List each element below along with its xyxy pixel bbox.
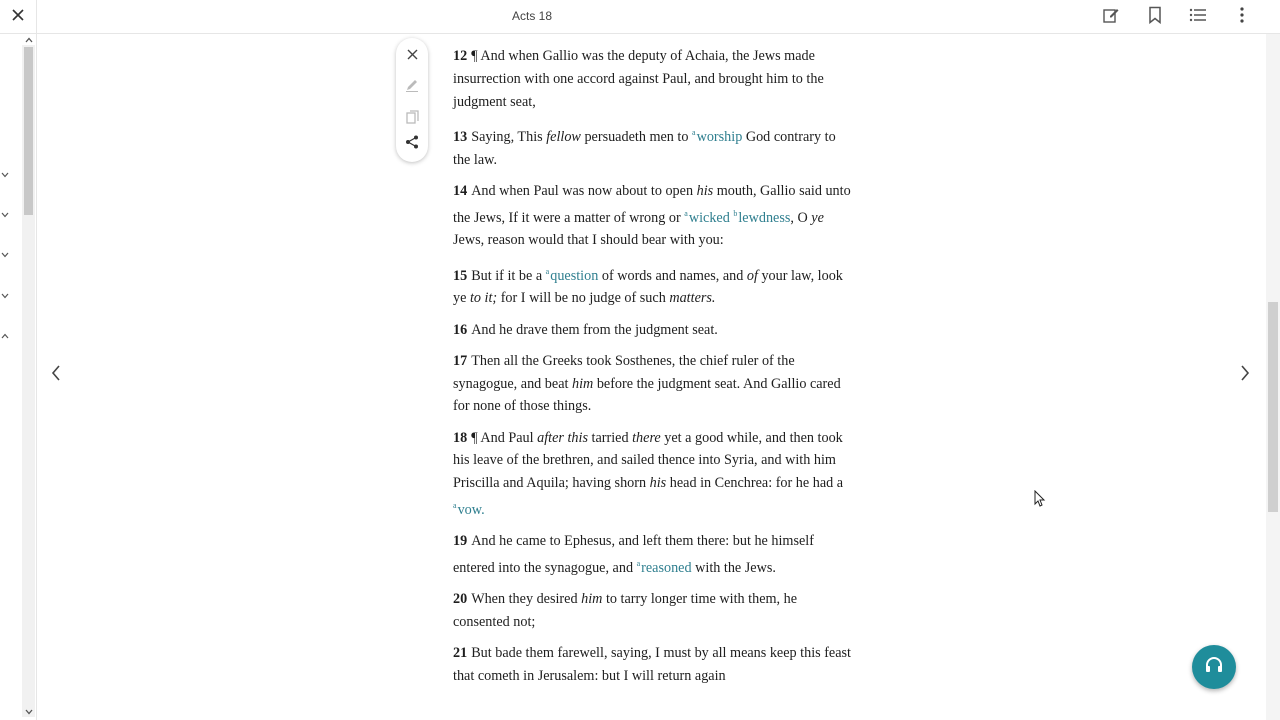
verse-text: . (481, 501, 485, 518)
footnote-word: reasoned (641, 559, 692, 576)
verse-text: persuadeth men to (580, 129, 693, 145)
verse-text: ¶ And when Gallio was the deputy of Achaia, the Jews made insurrection with one accord against Paul, and brought him to the judgment seat, (453, 48, 824, 110)
verse-number: 20 (453, 591, 468, 608)
verse-20[interactable] (453, 588, 853, 633)
verse-15[interactable] (453, 261, 853, 310)
verse-text: your law, look ye (453, 267, 843, 307)
verse-text: And he drave them from the judgment seat. (471, 321, 718, 338)
verse-number: 19 (453, 533, 468, 550)
previous-chapter-button[interactable] (45, 364, 67, 386)
chevron-up-icon[interactable] (0, 331, 10, 341)
italic-text: there (632, 429, 661, 446)
copy-button[interactable] (402, 109, 422, 129)
selection-toolbar (396, 38, 428, 162)
bookmark-button[interactable] (1144, 6, 1166, 28)
italic-text: him (571, 375, 594, 392)
footnote-marker: a (636, 558, 641, 568)
italic-text: him (581, 591, 603, 608)
verse-13[interactable] (453, 122, 853, 171)
verse-text: But bade them farewell, saying, I must by all means keep this feast that cometh in Jerusalem: but I will return again (453, 645, 851, 684)
mouse-cursor-icon (1034, 490, 1046, 508)
italic-text: ye (811, 209, 824, 226)
more-vert-icon (1240, 7, 1244, 28)
scroll-down-arrow[interactable] (22, 707, 35, 717)
verse-16[interactable] (453, 319, 853, 342)
footnote-marker: a (545, 266, 550, 276)
highlight-button[interactable] (402, 77, 422, 97)
copy-icon (406, 110, 419, 129)
verse-text: yet a good while, and then took his leave of the brethren, and sailed thence into Syria, and with him Priscilla and Aquila; having shorn (453, 429, 843, 492)
verse-text: of words and names, and (598, 267, 747, 284)
chevron-left-icon (51, 365, 61, 386)
footnote-word: lewdness (738, 209, 791, 226)
verse-12[interactable] (453, 45, 853, 113)
verse-text: ¶ And Paul (471, 429, 538, 446)
chapter-title: Acts 18 (512, 9, 553, 23)
close-icon (407, 47, 418, 65)
italic-text: of (746, 267, 758, 284)
verse-text: And he came to Ephesus, and left them there: but he himself entered into the synagogue, and (453, 533, 814, 576)
verse-number: 16 (453, 321, 468, 338)
footnote-word: wicked (688, 209, 730, 226)
verse-text: Saying, This (471, 129, 547, 145)
verse-text: mouth, Gallio said unto the Jews, If it were a matter of wrong or (453, 183, 851, 226)
verse-text: When they desired (471, 591, 582, 608)
verse-number: 12 (453, 48, 468, 65)
page-scroll-thumb[interactable] (1268, 302, 1278, 512)
edit-note-button[interactable] (1100, 6, 1122, 28)
verse-text: tarried (587, 429, 633, 446)
close-toolbar-button[interactable] (402, 46, 422, 66)
italic-text: matters. (669, 290, 716, 307)
verse-text: Then all the Greeks took Sosthenes, the chief ruler of the synagogue, and beat (453, 353, 795, 392)
chevron-down-icon[interactable] (0, 291, 10, 301)
top-bar (0, 0, 1280, 34)
verse-text: before the judgment seat. And Gallio cared for none of those things. (453, 375, 841, 415)
footnote-marker: a (692, 128, 696, 137)
footnote-link[interactable] (546, 268, 599, 284)
verse-text: And when Paul was now about to open (471, 183, 697, 199)
bookmark-icon (1148, 6, 1162, 29)
verse-text: But if it be a (471, 267, 546, 284)
verse-19[interactable] (453, 530, 853, 579)
chevron-down-icon[interactable] (0, 170, 10, 180)
footnote-link[interactable] (637, 560, 692, 576)
verse-17[interactable] (453, 350, 853, 418)
verse-number: 15 (453, 267, 468, 284)
next-chapter-button[interactable] (1234, 364, 1256, 386)
pencil-icon (405, 78, 419, 97)
list-button[interactable] (1187, 6, 1209, 28)
verse-text: , O (790, 209, 812, 226)
chapter-text (453, 14, 853, 696)
verse-text: God contrary to the law. (453, 129, 836, 168)
footnote-link[interactable] (692, 129, 742, 145)
footnote-link[interactable] (733, 210, 790, 226)
scroll-up-arrow[interactable] (22, 35, 35, 45)
verse-18[interactable] (453, 427, 853, 522)
list-icon (1189, 8, 1207, 27)
verse-number: 21 (453, 645, 468, 662)
footnote-word: question (550, 267, 599, 284)
verse-14[interactable] (453, 180, 853, 252)
footnote-word: vow (457, 501, 482, 518)
close-icon (12, 8, 24, 26)
headphones-icon (1204, 656, 1224, 679)
footnote-link[interactable] (453, 502, 481, 518)
sidebar-scroll-thumb[interactable] (24, 47, 33, 215)
italic-text: fellow (546, 129, 581, 145)
audio-play-button[interactable] (1192, 645, 1236, 689)
close-button[interactable] (0, 0, 37, 33)
verse-number: 13 (453, 129, 468, 145)
verse-number: 18 (453, 429, 468, 446)
verse-text: with the Jews. (691, 559, 776, 576)
verse-21[interactable] (453, 642, 853, 687)
italic-text: to it; (469, 290, 498, 307)
chevron-down-icon[interactable] (0, 250, 10, 260)
italic-text: his (696, 183, 714, 199)
chevron-down-icon[interactable] (0, 210, 10, 220)
verse-text: to tarry longer time with them, he consented not; (453, 591, 798, 630)
verse-text: for I will be no judge of such (497, 290, 670, 307)
left-sidebar (0, 33, 37, 720)
share-icon (405, 135, 419, 154)
edit-note-icon (1102, 6, 1120, 29)
footnote-marker: a (684, 208, 688, 218)
footnote-marker: a (453, 500, 457, 510)
footnote-marker: b (733, 208, 738, 218)
chevron-right-icon (1240, 365, 1250, 386)
share-button[interactable] (402, 134, 422, 154)
verse-number: 17 (453, 353, 468, 369)
footnote-word: worship (696, 129, 743, 145)
italic-text: his (649, 475, 667, 492)
verse-number: 14 (453, 183, 468, 199)
italic-text: after this (537, 429, 588, 446)
verse-text: Jews, reason would that I should bear with you: (453, 232, 724, 249)
footnote-link[interactable] (684, 210, 730, 226)
more-options-button[interactable] (1231, 6, 1253, 28)
verse-text: head in Cenchrea: for he had a (666, 475, 844, 492)
